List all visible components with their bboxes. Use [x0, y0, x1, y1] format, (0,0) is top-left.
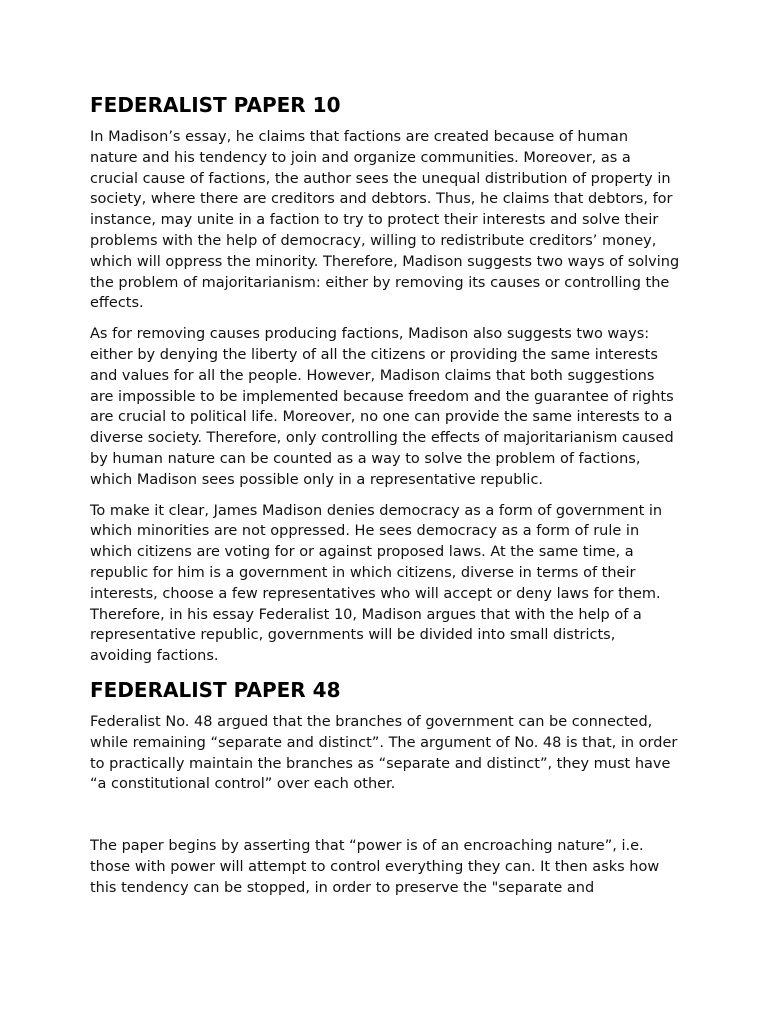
section-heading-federalist-10: FEDERALIST PAPER 10	[90, 93, 341, 117]
document-page	[90, 92, 680, 909]
paragraph: Federalist No. 48 argued that the branches of government can be connected, while remaining “separate and distinct”. The argument of No. 48 is that, in order to practically maintain the branches as “separate and distinct”, they must have “a constitutional control” over each other.	[90, 713, 678, 793]
paragraph: As for removing causes producing factions, Madison also suggests two ways: either by denying the liberty of all the citizens or providing the same interests and values for all the people. However, Madison claims that both suggestions are impossible to be implemented because freedom and the guarantee of rights are crucial to political life. Moreover, no one can provide the same interests to a diverse society. Therefore, only controlling the effects of majoritarianism caused by human nature can be counted as a way to solve the problem of factions, which Madison sees possible only in a representative republic.	[90, 326, 674, 488]
paragraph: In Madison’s essay, he claims that factions are created because of human nature and his tendency to join and organize communities. Moreover, as a crucial cause of factions, the author sees the unequal distribution of property in society, where there are creditors and debtors. Thus, he claims that debtors, for instance, may unite in a faction to try to protect their interests and solve their problems with the help of democracy, willing to redistribute creditors’ money, which will oppress the minority. Therefore, Madison suggests two ways of solving the problem of majoritarianism: either by removing its causes or controlling the effects.	[90, 129, 680, 312]
paragraph-spacer	[90, 805, 680, 836]
paragraph: The paper begins by asserting that “power is of an encroaching nature”, i.e. those with power will attempt to control everything they can. It then asks how this tendency can be stopped, in order to preserve the "separate and	[90, 838, 660, 896]
paragraph: To make it clear, James Madison denies democracy as a form of government in which minorities are not oppressed. He sees democracy as a form of rule in which citizens are voting for or against proposed laws. At the same time, a republic for him is a government in which citizens, diverse in terms of their interests, choose a few representatives who will accept or deny laws for them. Therefore, in his essay Federalist 10, Madison argues that with the help of a representative republic, governments will be divided into small districts, avoiding factions.	[90, 502, 663, 665]
section-heading-federalist-48: FEDERALIST PAPER 48	[90, 677, 341, 702]
